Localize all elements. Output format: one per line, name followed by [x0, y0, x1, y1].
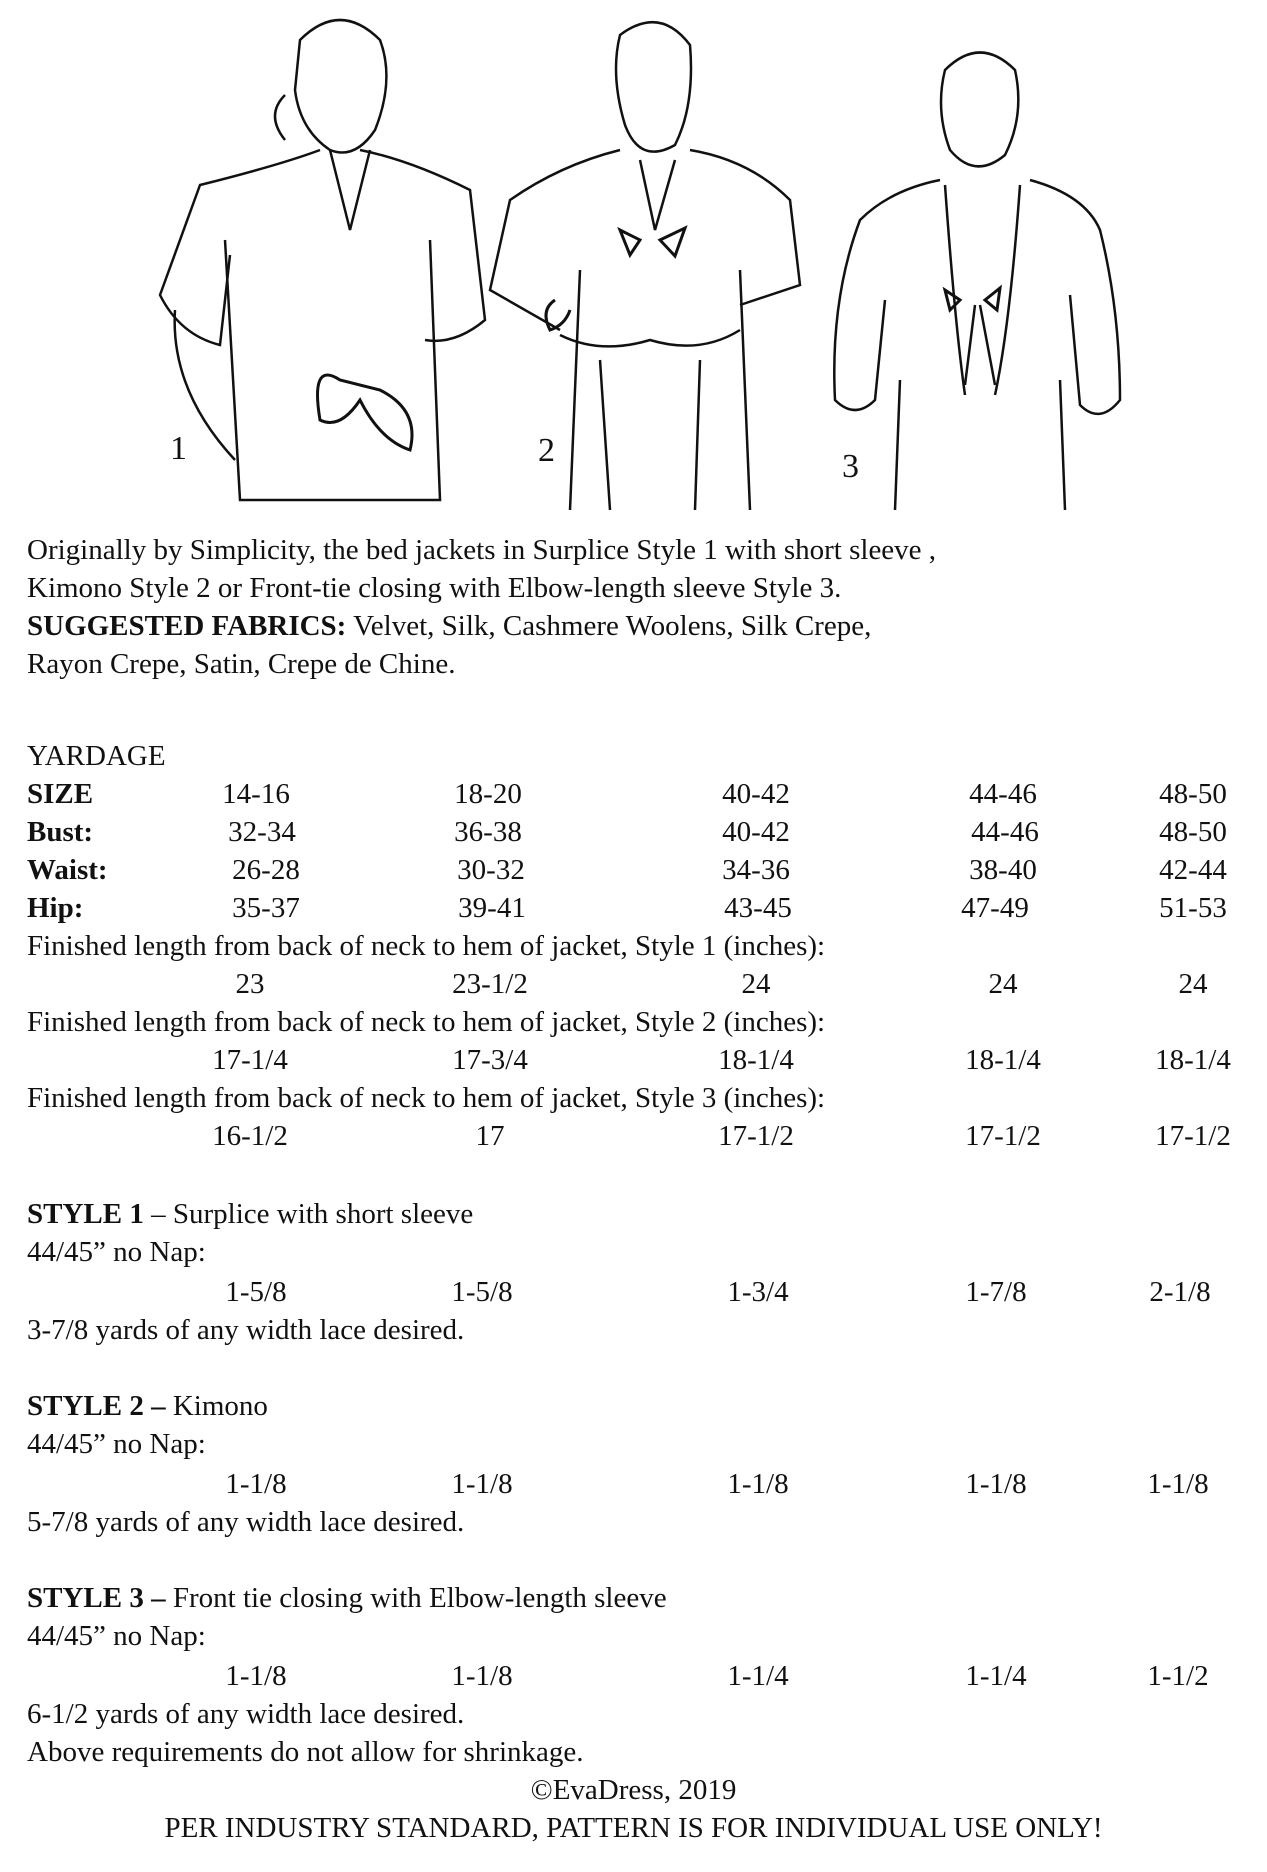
cell: 24: [988, 968, 1018, 1000]
figure-1-number: 1: [170, 430, 187, 467]
cell: 1-5/8: [451, 1276, 513, 1308]
style-name: Surplice with short sleeve: [172, 1198, 474, 1230]
fabrics-label: SUGGESTED FABRICS:: [27, 610, 347, 642]
cell: 44-46: [969, 778, 1037, 810]
cell: 44-46: [971, 816, 1039, 848]
cell: 1-1/8: [451, 1468, 513, 1500]
row-label: SIZE: [27, 778, 94, 810]
style-title: STYLE 2: [27, 1390, 144, 1422]
cell: 1-1/2: [1147, 1660, 1209, 1692]
cell: 2-1/8: [1149, 1276, 1211, 1308]
cell: 24: [741, 968, 771, 1000]
cell: 17-1/4: [212, 1044, 288, 1076]
figure-1-illustration: [160, 20, 485, 500]
cell: 1-3/4: [727, 1276, 789, 1308]
figure-2-illustration: [490, 22, 800, 510]
intro-line-2: Kimono Style 2 or Front-tie closing with Elbow-length sleeve Style 3.: [27, 572, 842, 604]
suggested-fabrics: [27, 608, 871, 644]
cell: 36-38: [454, 816, 522, 848]
finished-length-label: Finished length from back of neck to hem of jacket, Style 3 (inches):: [27, 1082, 826, 1114]
shrinkage-note: Above requirements do not allow for shrinkage.: [27, 1736, 584, 1768]
cell: 35-37: [232, 892, 300, 924]
cell: 47-49: [961, 892, 1029, 924]
cell: 1-1/8: [451, 1660, 513, 1692]
cell: 17-1/2: [718, 1120, 794, 1152]
cell: 39-41: [458, 892, 526, 924]
figure-2-number: 2: [538, 432, 555, 469]
figure-3-number: 3: [842, 448, 859, 485]
cell: 24: [1178, 968, 1208, 1000]
cell: 18-20: [454, 778, 522, 810]
cell: 18-1/4: [718, 1044, 794, 1076]
fabrics-list-2: Rayon Crepe, Satin, Crepe de Chine.: [27, 648, 456, 680]
cell: 18-1/4: [1155, 1044, 1231, 1076]
cell: 18-1/4: [965, 1044, 1041, 1076]
cell: 17-1/2: [1155, 1120, 1231, 1152]
cell: 1-1/4: [965, 1660, 1027, 1692]
style-1-heading: [27, 1196, 473, 1232]
cell: 1-1/8: [965, 1468, 1027, 1500]
cell: 17: [475, 1120, 505, 1152]
usage-notice: PER INDUSTRY STANDARD, PATTERN IS FOR INDIVIDUAL USE ONLY!: [164, 1812, 1103, 1844]
cell: 43-45: [724, 892, 792, 924]
fabric-width: 44/45” no Nap:: [27, 1620, 206, 1652]
cell: 1-1/8: [225, 1660, 287, 1692]
cell: 42-44: [1159, 854, 1227, 886]
cell: 38-40: [969, 854, 1037, 886]
style-dash: –: [143, 1198, 173, 1230]
finished-length-label: Finished length from back of neck to hem of jacket, Style 1 (inches):: [27, 930, 826, 962]
style-dash: –: [143, 1390, 173, 1422]
cell: 48-50: [1159, 816, 1227, 848]
style-3-heading: [27, 1580, 667, 1616]
style-2-heading: [27, 1388, 268, 1424]
fabric-width: 44/45” no Nap:: [27, 1236, 206, 1268]
cell: 32-34: [228, 816, 296, 848]
cell: 34-36: [722, 854, 790, 886]
cell: 1-1/8: [727, 1468, 789, 1500]
finished-length-label: Finished length from back of neck to hem of jacket, Style 2 (inches):: [27, 1006, 826, 1038]
cell: 17-1/2: [965, 1120, 1041, 1152]
style-name: Front tie closing with Elbow-length sleeve: [172, 1582, 667, 1614]
cell: 14-16: [222, 778, 290, 810]
cell: 1-7/8: [965, 1276, 1027, 1308]
cell: 23-1/2: [452, 968, 528, 1000]
cell: 17-3/4: [452, 1044, 528, 1076]
cell: 1-5/8: [225, 1276, 287, 1308]
style-name: Kimono: [172, 1390, 268, 1422]
figure-3-illustration: [834, 53, 1120, 511]
style-dash: –: [143, 1582, 173, 1614]
cell: 30-32: [457, 854, 525, 886]
fabrics-list-1: Velvet, Silk, Cashmere Woolens, Silk Crepe,: [346, 610, 872, 642]
cell: 51-53: [1159, 892, 1227, 924]
style-title: STYLE 1: [27, 1198, 144, 1230]
style-title: STYLE 3: [27, 1582, 144, 1614]
cell: 40-42: [722, 778, 790, 810]
cell: 48-50: [1159, 778, 1227, 810]
row-label: Hip:: [27, 892, 84, 924]
copyright: ©EvaDress, 2019: [530, 1774, 737, 1806]
lace-requirement: 5-7/8 yards of any width lace desired.: [27, 1506, 465, 1538]
cell: 23: [235, 968, 265, 1000]
cell: 16-1/2: [212, 1120, 288, 1152]
lace-requirement: 6-1/2 yards of any width lace desired.: [27, 1698, 465, 1730]
cell: 1-1/8: [225, 1468, 287, 1500]
yardage-heading: YARDAGE: [27, 740, 166, 772]
intro-line-1: Originally by Simplicity, the bed jackets in Surplice Style 1 with short sleeve ,: [27, 534, 937, 566]
cell: 40-42: [722, 816, 790, 848]
cell: 1-1/4: [727, 1660, 789, 1692]
row-label: Bust:: [27, 816, 94, 848]
illustrations-panel: [0, 0, 1267, 520]
lace-requirement: 3-7/8 yards of any width lace desired.: [27, 1314, 465, 1346]
bed-jacket-illustrations: [0, 0, 1267, 520]
fabric-width: 44/45” no Nap:: [27, 1428, 206, 1460]
row-label: Waist:: [27, 854, 108, 886]
cell: 26-28: [232, 854, 300, 886]
cell: 1-1/8: [1147, 1468, 1209, 1500]
